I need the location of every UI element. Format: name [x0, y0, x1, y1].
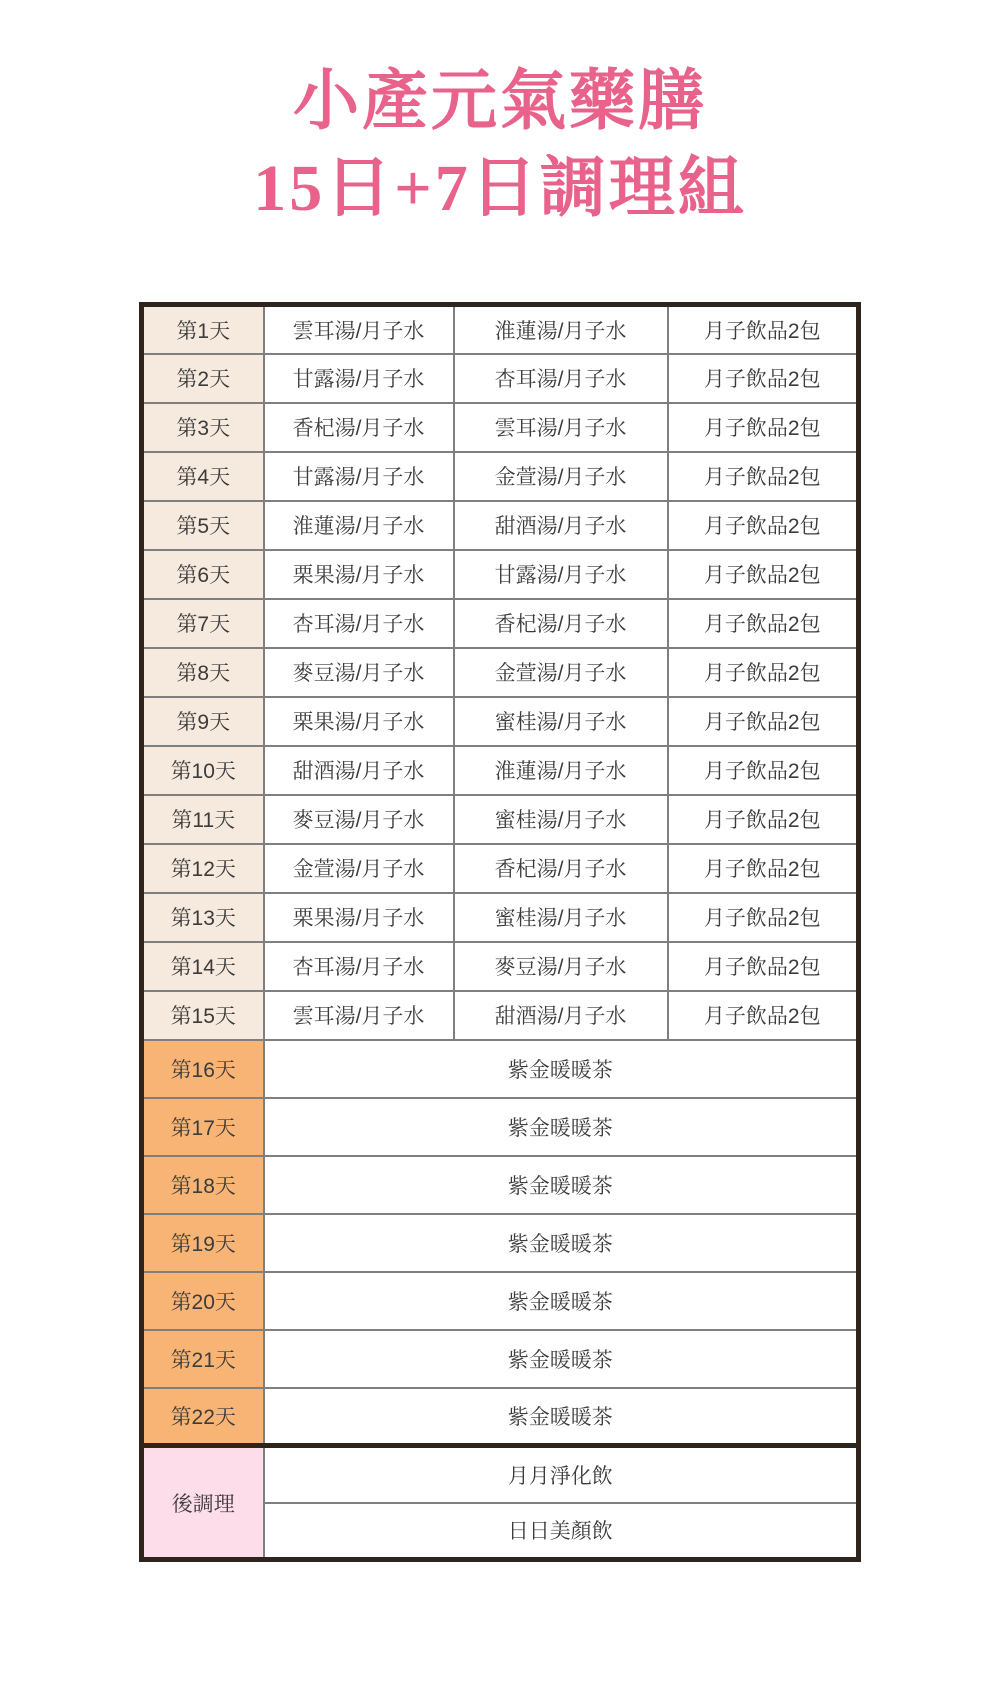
soup-2-cell: 金萱湯/月子水 — [454, 648, 668, 697]
day-row — [142, 795, 859, 844]
day-label-cell: 第20天 — [142, 1272, 264, 1330]
soup-2-cell: 香杞湯/月子水 — [454, 844, 668, 893]
day-label-cell: 第19天 — [142, 1214, 264, 1272]
day-row — [142, 305, 859, 354]
drink-cell: 月子飲品2包 — [668, 550, 859, 599]
product-title — [0, 0, 1000, 232]
tea-day-row — [142, 1330, 859, 1388]
day-label-cell: 第16天 — [142, 1040, 264, 1098]
tea-day-row — [142, 1388, 859, 1446]
soup-1-cell: 甘露湯/月子水 — [264, 452, 454, 501]
day-row — [142, 403, 859, 452]
drink-cell: 月子飲品2包 — [668, 697, 859, 746]
drink-cell: 月子飲品2包 — [668, 795, 859, 844]
day-row — [142, 501, 859, 550]
title-line-2: 15日+7日調理組 — [253, 152, 747, 226]
soup-1-cell: 杏耳湯/月子水 — [264, 942, 454, 991]
drink-cell: 月子飲品2包 — [668, 991, 859, 1040]
drink-cell: 月子飲品2包 — [668, 403, 859, 452]
drink-cell: 月子飲品2包 — [668, 844, 859, 893]
day-label-cell: 第5天 — [142, 501, 264, 550]
day-label-cell: 第1天 — [142, 305, 264, 354]
day-label-cell: 第3天 — [142, 403, 264, 452]
soup-2-cell: 淮蓮湯/月子水 — [454, 305, 668, 354]
soup-1-cell: 麥豆湯/月子水 — [264, 795, 454, 844]
drink-cell: 月子飲品2包 — [668, 648, 859, 697]
day-label-cell: 第18天 — [142, 1156, 264, 1214]
schedule-table-body — [142, 305, 859, 1560]
day-row — [142, 844, 859, 893]
day-label-cell: 第10天 — [142, 746, 264, 795]
day-label-cell: 第12天 — [142, 844, 264, 893]
soup-1-cell: 栗果湯/月子水 — [264, 550, 454, 599]
day-row — [142, 648, 859, 697]
soup-1-cell: 雲耳湯/月子水 — [264, 991, 454, 1040]
drink-cell: 月子飲品2包 — [668, 354, 859, 403]
day-row — [142, 697, 859, 746]
day-label-cell: 第6天 — [142, 550, 264, 599]
soup-2-cell: 香杞湯/月子水 — [454, 599, 668, 648]
soup-1-cell: 金萱湯/月子水 — [264, 844, 454, 893]
day-label-cell: 第2天 — [142, 354, 264, 403]
soup-2-cell: 蜜桂湯/月子水 — [454, 893, 668, 942]
drink-cell: 月子飲品2包 — [668, 746, 859, 795]
day-row — [142, 893, 859, 942]
aftercare-item-cell: 日日美顏飲 — [264, 1503, 859, 1560]
soup-2-cell: 蜜桂湯/月子水 — [454, 697, 668, 746]
aftercare-row — [142, 1446, 859, 1503]
soup-2-cell: 甘露湯/月子水 — [454, 550, 668, 599]
drink-cell: 月子飲品2包 — [668, 893, 859, 942]
soup-2-cell: 淮蓮湯/月子水 — [454, 746, 668, 795]
tea-day-row — [142, 1214, 859, 1272]
soup-1-cell: 杏耳湯/月子水 — [264, 599, 454, 648]
day-label-cell: 第21天 — [142, 1330, 264, 1388]
day-row — [142, 942, 859, 991]
day-row — [142, 991, 859, 1040]
schedule-table — [139, 302, 861, 1562]
day-row — [142, 599, 859, 648]
soup-1-cell: 淮蓮湯/月子水 — [264, 501, 454, 550]
soup-1-cell: 甘露湯/月子水 — [264, 354, 454, 403]
soup-2-cell: 蜜桂湯/月子水 — [454, 795, 668, 844]
tea-cell: 紫金暖暖茶 — [264, 1214, 859, 1272]
drink-cell: 月子飲品2包 — [668, 942, 859, 991]
tea-cell: 紫金暖暖茶 — [264, 1156, 859, 1214]
day-label-cell: 第4天 — [142, 452, 264, 501]
day-row — [142, 550, 859, 599]
title-line-1: 小產元氣藥膳 — [293, 65, 707, 138]
drink-cell: 月子飲品2包 — [668, 305, 859, 354]
soup-1-cell: 栗果湯/月子水 — [264, 697, 454, 746]
day-row — [142, 452, 859, 501]
soup-2-cell: 麥豆湯/月子水 — [454, 942, 668, 991]
aftercare-label-cell: 後調理 — [142, 1446, 264, 1560]
soup-2-cell: 雲耳湯/月子水 — [454, 403, 668, 452]
tea-cell: 紫金暖暖茶 — [264, 1040, 859, 1098]
soup-1-cell: 雲耳湯/月子水 — [264, 305, 454, 354]
tea-day-row — [142, 1098, 859, 1156]
tea-cell: 紫金暖暖茶 — [264, 1272, 859, 1330]
drink-cell: 月子飲品2包 — [668, 501, 859, 550]
soup-1-cell: 香杞湯/月子水 — [264, 403, 454, 452]
day-row — [142, 746, 859, 795]
drink-cell: 月子飲品2包 — [668, 452, 859, 501]
tea-cell: 紫金暖暖茶 — [264, 1330, 859, 1388]
day-label-cell: 第15天 — [142, 991, 264, 1040]
soup-1-cell: 甜酒湯/月子水 — [264, 746, 454, 795]
soup-1-cell: 麥豆湯/月子水 — [264, 648, 454, 697]
day-label-cell: 第9天 — [142, 697, 264, 746]
day-label-cell: 第7天 — [142, 599, 264, 648]
day-label-cell: 第8天 — [142, 648, 264, 697]
drink-cell: 月子飲品2包 — [668, 599, 859, 648]
tea-day-row — [142, 1156, 859, 1214]
soup-2-cell: 甜酒湯/月子水 — [454, 501, 668, 550]
day-label-cell: 第13天 — [142, 893, 264, 942]
soup-2-cell: 杏耳湯/月子水 — [454, 354, 668, 403]
soup-1-cell: 栗果湯/月子水 — [264, 893, 454, 942]
tea-day-row — [142, 1272, 859, 1330]
soup-2-cell: 金萱湯/月子水 — [454, 452, 668, 501]
aftercare-item-cell: 月月淨化飲 — [264, 1446, 859, 1503]
tea-day-row — [142, 1040, 859, 1098]
day-label-cell: 第11天 — [142, 795, 264, 844]
day-label-cell: 第17天 — [142, 1098, 264, 1156]
soup-2-cell: 甜酒湯/月子水 — [454, 991, 668, 1040]
tea-cell: 紫金暖暖茶 — [264, 1098, 859, 1156]
day-label-cell: 第22天 — [142, 1388, 264, 1446]
day-label-cell: 第14天 — [142, 942, 264, 991]
tea-cell: 紫金暖暖茶 — [264, 1388, 859, 1446]
day-row — [142, 354, 859, 403]
